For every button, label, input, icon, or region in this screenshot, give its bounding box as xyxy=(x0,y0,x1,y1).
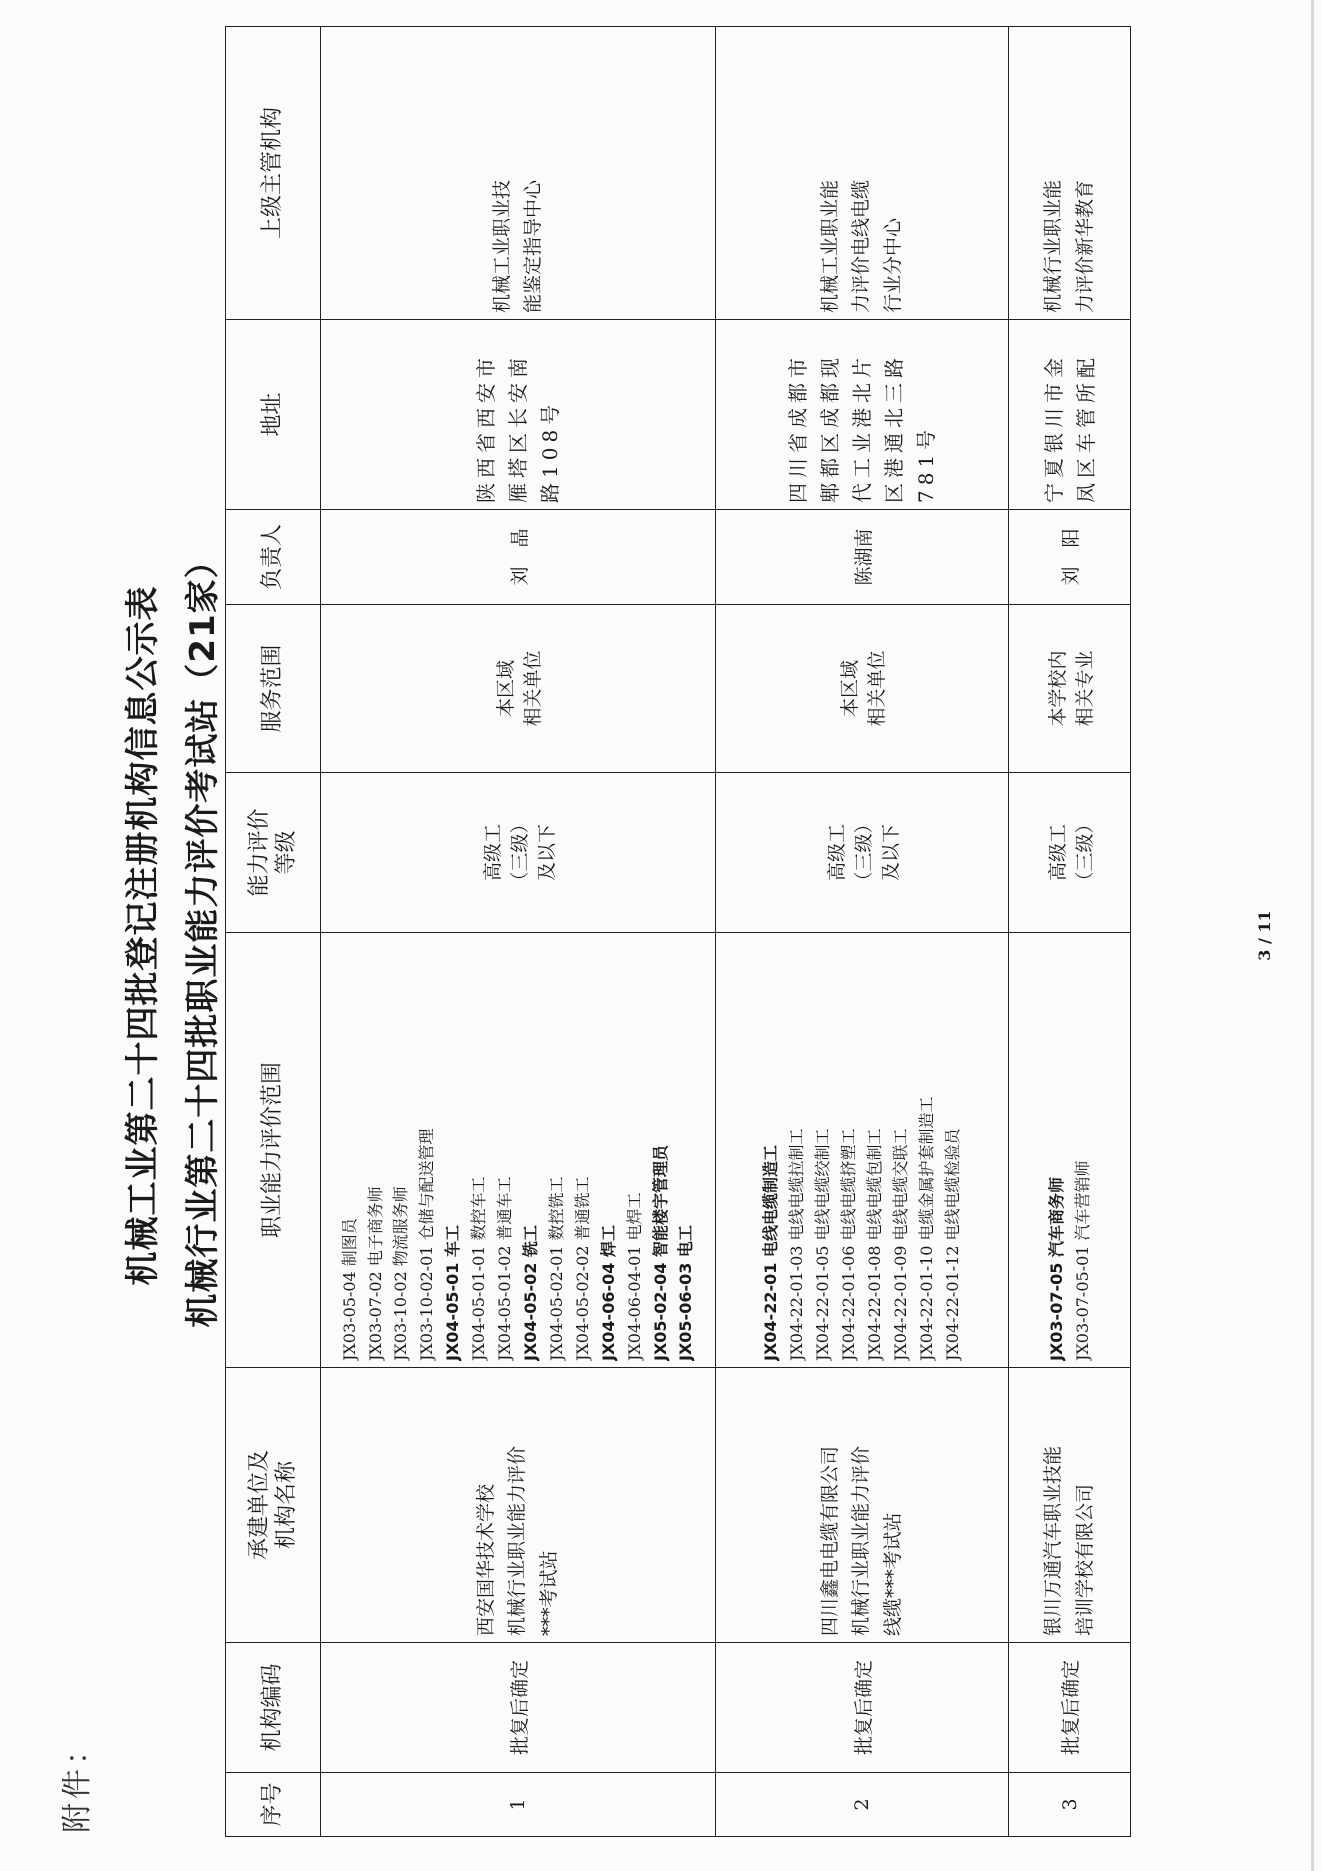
cell-seq: 3 xyxy=(1009,1773,1131,1837)
cell-person: 刘 晶 xyxy=(321,510,716,605)
cell-service: 本区域 相关单位 xyxy=(716,605,1009,773)
scope-item: JX03-05-04 制图员 xyxy=(339,1218,359,1361)
cell-address: 陕西省西安市 雁塔区长安南 路108号 xyxy=(321,320,716,510)
cell-superior: 机械行业职业能 力评价新华教育 xyxy=(1009,27,1131,320)
scope-item: JX04-22-01-12 电线电缆检验员 xyxy=(942,1128,962,1361)
table-row xyxy=(321,27,716,1837)
scope-item: JX03-07-05-01 汽车营销师 xyxy=(1072,1160,1092,1361)
scope-item: JX04-05-02-01 数控铣工 xyxy=(546,1176,566,1361)
scope-item: JX04-22-01-03 电线电缆拉制工 xyxy=(787,1128,807,1361)
table-row xyxy=(1009,27,1131,1837)
header-unit: 承建单位及 机构名称 xyxy=(226,1368,321,1643)
cell-person: 刘 阳 xyxy=(1009,510,1131,605)
cell-superior: 机械工业职业能 力评价电线电缆 行业分中心 xyxy=(716,27,1009,320)
cell-unit: 银川万通汽车职业技能 培训学校有限公司 xyxy=(1009,1368,1131,1643)
scope-item: JX03-10-02 物流服务师 xyxy=(391,1186,411,1361)
cell-scope xyxy=(1009,933,1131,1368)
scope-item: JX04-06-04-01 电焊工 xyxy=(624,1192,644,1361)
scope-item: JX04-22-01-06 电线电缆挤塑工 xyxy=(839,1128,859,1361)
cell-scope xyxy=(321,933,716,1368)
header-seq: 序号 xyxy=(226,1773,321,1837)
cell-service: 本学校内 相关专业 xyxy=(1009,605,1131,773)
page-title: 机械工业第二十四批登记注册机构信息公示表 xyxy=(123,585,163,1286)
scope-item: JX03-07-02 电子商务师 xyxy=(365,1186,385,1361)
scope-item: JX05-06-03 电工 xyxy=(676,1225,696,1361)
header-superior: 上级主管机构 xyxy=(226,27,321,320)
cell-address: 四川省成都市 郫都区成都现 代工业港北片 区港通北三路 781号 xyxy=(716,320,1009,510)
scope-item: JX04-22-01-05 电线电缆绞制工 xyxy=(813,1128,833,1361)
cell-code: 批复后确定 xyxy=(321,1643,716,1773)
scope-item: JX04-22-01-09 电线电缆交联工 xyxy=(890,1128,910,1361)
cell-unit: 四川鑫电电缆有限公司 机械行业职业能力评价 线缆***考试站 xyxy=(716,1368,1009,1643)
cell-seq: 2 xyxy=(716,1773,1009,1837)
scope-item: JX04-22-01 电线电缆制造工 xyxy=(761,1145,781,1361)
scope-item: JX04-05-02-02 普通铣工 xyxy=(572,1176,592,1361)
scope-item: JX04-22-01-10 电缆金属护套制造工 xyxy=(916,1096,936,1361)
header-level: 能力评价 等级 xyxy=(226,773,321,933)
scope-item: JX04-05-01-01 数控车工 xyxy=(469,1176,489,1361)
scope-item: JX04-05-02 铣工 xyxy=(521,1225,540,1361)
scope-item: JX03-10-02-01 仓储与配送管理 xyxy=(417,1128,437,1361)
scope-item: JX03-07-05 汽车商务师 xyxy=(1046,1177,1066,1361)
cell-service: 本区域 相关单位 xyxy=(321,605,716,773)
table-row xyxy=(716,27,1009,1837)
cell-level: 高级工 （三级） 及以下 xyxy=(321,773,716,933)
cell-level: 高级工 （三级） 及以下 xyxy=(716,773,1009,933)
cell-scope xyxy=(716,933,1009,1368)
scope-item: JX04-05-01-02 普通车工 xyxy=(495,1176,515,1361)
scope-item: JX04-22-01-08 电线电缆包制工 xyxy=(865,1128,884,1361)
header-scope: 职业能力评价范围 xyxy=(226,933,321,1368)
station-table xyxy=(225,26,1131,1837)
page-subtitle: 机械行业第二十四批职业能力评价考试站（21家） xyxy=(183,543,223,1328)
header-service: 服务范围 xyxy=(226,605,321,773)
cell-level: 高级工 （三级） xyxy=(1009,773,1131,933)
cell-person: 陈湖南 xyxy=(716,510,1009,605)
page-number: 3 / 11 xyxy=(1255,910,1274,961)
header-person: 负责人 xyxy=(226,510,321,605)
attachment-label: 附件： xyxy=(60,1731,95,1833)
table-header-row xyxy=(226,27,321,1837)
scope-item: JX05-02-04 智能楼宇管理员 xyxy=(650,1145,670,1361)
scope-item: JX04-05-01 车工 xyxy=(443,1225,463,1361)
cell-code: 批复后确定 xyxy=(1009,1643,1131,1773)
header-code: 机构编码 xyxy=(226,1643,321,1773)
cell-code: 批复后确定 xyxy=(716,1643,1009,1773)
cell-address: 宁夏银川市金 凤区车管所配 xyxy=(1009,320,1131,510)
cell-unit: 西安国华技术学校 机械行业职业能力评价 ***考试站 xyxy=(321,1368,716,1643)
header-address: 地址 xyxy=(226,320,321,510)
scope-item: JX04-06-04 焊工 xyxy=(598,1225,618,1361)
cell-seq: 1 xyxy=(321,1773,716,1837)
cell-superior: 机械工业职业技 能鉴定指导中心 xyxy=(321,27,716,320)
